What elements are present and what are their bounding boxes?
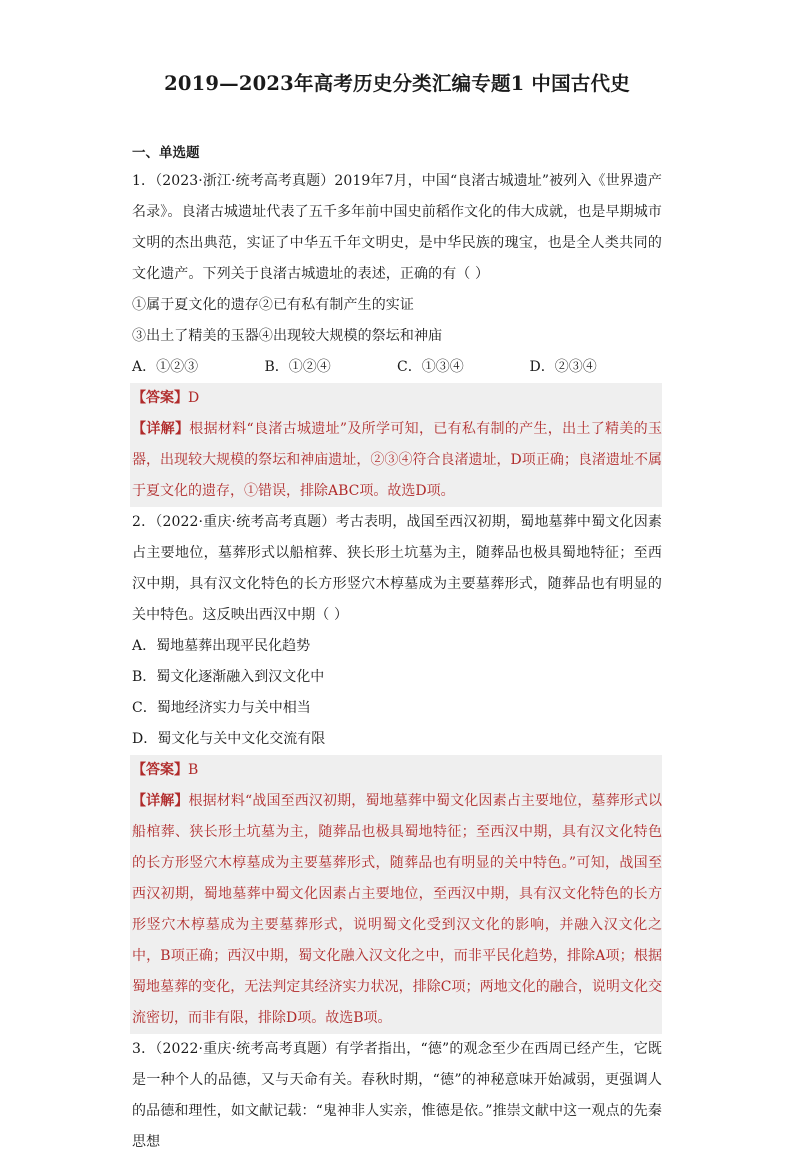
option-b: B．①②④ — [264, 359, 331, 375]
question-stem: 1．（2023·浙江·统考高考真题）2019年7月，中国“良渚古城遗址”被列入《世界遗产名录》。良渚古城遗址代表了五千多年前中国史前稻作文化的伟大成就，也是早期城市文明的杰出典范，实证了中华五千年文明史，是中华民族的瑰宝，也是全人类共同的文化遗产。下列关于良渚古城遗址的表述，正确的有（ ） — [132, 173, 662, 282]
answer-tag: 【答案】 — [132, 390, 188, 406]
option-b: B．蜀文化逐渐融入到汉文化中 — [132, 669, 325, 685]
question-stem: 2．（2022·重庆·统考高考真题）考古表明，战国至西汉初期，蜀地墓葬中蜀文化因素占主要地位，墓葬形式以船棺葬、狭长形土坑墓为主，随葬品也极具蜀地特征；至西汉中期，具有汉文化特色的长方形竖穴木椁墓成为主要墓葬形式，随葬品也有明显的关中特色。这反映出西汉中期（ ） — [132, 514, 662, 623]
question-stem: 3．（2022·重庆·统考高考真题）有学者指出，“德”的观念至少在西周已经产生，它既是一种个人的品德，又与天命有关。春秋时期，“德”的神秘意味开始减弱，更强调人的品德和理性，如文献记载：“鬼神非人实亲，惟德是依。”推崇文献中这一观点的先秦思想 — [132, 1041, 662, 1150]
detail-text: 根据材料“良渚古城遗址”及所学可知，已有私有制的产生，出土了精美的玉器，出现较大规模的祭坛和神庙遗址，②③④符合良渚遗址，D项正确；良渚遗址不属于夏文化的遗存，①错误，排除ABC项。故选D项。 — [132, 421, 663, 499]
detail-tag: 【详解】 — [132, 421, 190, 437]
detail-text: 根据材料“战国至西汉初期，蜀地墓葬中蜀文化因素占主要地位，墓葬形式以船棺葬、狭长形土坑墓为主，随葬品也极具蜀地特征；至西汉中期，具有汉文化特色的长方形竖穴木椁墓成为主要墓葬形式，随葬品也有明显的关中特色。”可知，战国至西汉初期，蜀地墓葬中蜀文化因素占主要地位，至西汉中期，具有汉文化特色的长方形竖穴木椁墓成为主要墓葬形式，说明蜀文化受到汉文化的影响，并融入汉文化之中，B项正确；西汉中期，蜀文化融入汉文化之中，而非平民化趋势，排除A项；根据蜀地墓葬的变化，无法判定其经济实力状况，排除C项；两地文化的融合，说明文化交流密切，而非有限，排除D项。故选B项。 — [132, 793, 663, 1026]
answer-line — [132, 755, 662, 786]
detail-tag: 【详解】 — [132, 793, 189, 809]
option-a: A．①②③ — [132, 359, 199, 375]
options-row — [132, 352, 662, 383]
detail-line — [132, 786, 662, 1034]
question-3 — [132, 1034, 662, 1158]
answer-value: D — [188, 390, 200, 406]
question-2 — [132, 507, 662, 1034]
question-1 — [132, 166, 662, 507]
statement-line: ①属于夏文化的遗存②已有私有制产生的实证 — [132, 297, 414, 313]
answer-tag: 【答案】 — [132, 762, 188, 778]
section-heading: 一、单选题 — [132, 145, 200, 161]
option-d: D．蜀文化与关中文化交流有限 — [132, 731, 326, 747]
detail-line — [132, 414, 662, 507]
options-grid — [132, 631, 662, 755]
option-c: C．蜀地经济实力与关中相当 — [132, 700, 311, 716]
document-title: 2019—2023年高考历史分类汇编专题1 中国古代史 — [164, 72, 630, 95]
answer-block — [130, 383, 662, 507]
option-a: A．蜀地墓葬出现平民化趋势 — [132, 638, 311, 654]
answer-block — [130, 755, 662, 1034]
answer-value: B — [188, 762, 199, 778]
option-c: C．①③④ — [397, 359, 464, 375]
option-d: D．②③④ — [529, 359, 597, 375]
answer-line — [132, 383, 662, 414]
document-body — [132, 142, 662, 1158]
statement-line: ③出土了精美的玉器④出现较大规模的祭坛和神庙 — [132, 328, 443, 344]
